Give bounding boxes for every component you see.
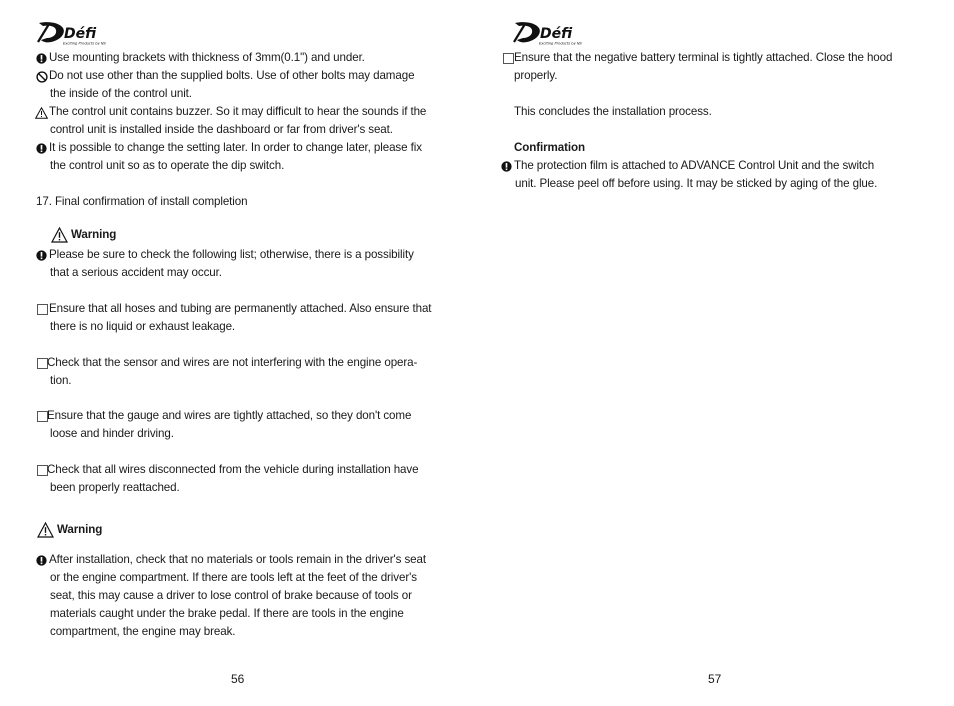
note-line: The control unit contains buzzer. So it may difficult to hear the sounds if the bbox=[49, 105, 427, 118]
exclamation-circle-icon bbox=[36, 555, 48, 567]
warning-note-line: Please be sure to check the following list; otherwise, there is a possibility bbox=[49, 248, 414, 261]
warning-triangle-icon bbox=[51, 227, 68, 243]
confirmation-note-line: unit. Please peel off before using. It may be sticked by aging of the glue. bbox=[515, 177, 878, 190]
prohibited-icon bbox=[36, 71, 48, 83]
checklist-line: tion. bbox=[50, 374, 72, 387]
warning-note-line: that a serious accident may occur. bbox=[50, 266, 222, 279]
conclusion-text: This concludes the installation process. bbox=[514, 105, 712, 118]
checklist-line: properly. bbox=[514, 69, 558, 82]
logo-tagline: Exciting Products by NS bbox=[63, 41, 106, 46]
checkbox-icon[interactable] bbox=[503, 53, 514, 64]
warning-note-line: or the engine compartment. If there are tools left at the feet of the driver's bbox=[50, 571, 417, 584]
exclamation-circle-icon bbox=[36, 53, 48, 65]
note-line: Use mounting brackets with thickness of 3mm(0.1") and under. bbox=[49, 51, 365, 64]
warning-note-line: seat, this may cause a driver to lose control of brake because of tools or bbox=[50, 589, 412, 602]
logo-tagline: Exciting Products by NS bbox=[539, 41, 582, 46]
checklist-line: Ensure that the gauge and wires are tightly attached, so they don't come bbox=[47, 409, 412, 422]
confirmation-note-line: The protection film is attached to ADVANCE Control Unit and the switch bbox=[514, 159, 875, 172]
warning-triangle-icon bbox=[37, 522, 54, 538]
checklist-line: loose and hinder driving. bbox=[50, 427, 174, 440]
warning-note-line: materials caught under the brake pedal. If there are tools in the engine bbox=[50, 607, 404, 620]
checklist-line: Ensure that all hoses and tubing are permanently attached. Also ensure that bbox=[49, 302, 432, 315]
note-line: It is possible to change the setting later. In order to change later, please fix bbox=[49, 141, 422, 154]
page-number: 57 bbox=[708, 672, 722, 686]
note-line: the control unit so as to operate the dip switch. bbox=[50, 159, 285, 172]
checklist-line: there is no liquid or exhaust leakage. bbox=[50, 320, 236, 333]
defi-logo bbox=[513, 20, 589, 46]
warning-note-line: compartment, the engine may break. bbox=[50, 625, 236, 638]
checklist-line: Check that all wires disconnected from the vehicle during installation have bbox=[47, 463, 419, 476]
checklist-line: been properly reattached. bbox=[50, 481, 180, 494]
note-line: control unit is installed inside the dashboard or far from driver's seat. bbox=[50, 123, 393, 136]
exclamation-circle-icon bbox=[501, 161, 513, 173]
logo-text: Défi bbox=[540, 26, 573, 42]
note-line: the inside of the control unit. bbox=[50, 87, 192, 100]
page-number: 56 bbox=[231, 672, 245, 686]
warning-triangle-icon bbox=[35, 107, 47, 119]
warning-heading: Warning bbox=[71, 228, 117, 241]
warning-heading: Warning bbox=[57, 523, 103, 536]
checkbox-icon[interactable] bbox=[37, 304, 48, 315]
step-title: 17. Final confirmation of install completion bbox=[36, 195, 248, 208]
defi-logo bbox=[37, 20, 113, 46]
confirmation-heading: Confirmation bbox=[514, 141, 585, 154]
checklist-line: Ensure that the negative battery terminal is tightly attached. Close the hood bbox=[514, 51, 893, 64]
page-right bbox=[477, 0, 954, 706]
exclamation-circle-icon bbox=[36, 143, 48, 155]
note-line: Do not use other than the supplied bolts. Use of other bolts may damage bbox=[49, 69, 415, 82]
checklist-line: Check that the sensor and wires are not interfering with the engine opera- bbox=[47, 356, 418, 369]
warning-note-line: After installation, check that no materials or tools remain in the driver's seat bbox=[49, 553, 426, 566]
logo-text: Défi bbox=[64, 26, 97, 42]
exclamation-circle-icon bbox=[36, 250, 48, 262]
